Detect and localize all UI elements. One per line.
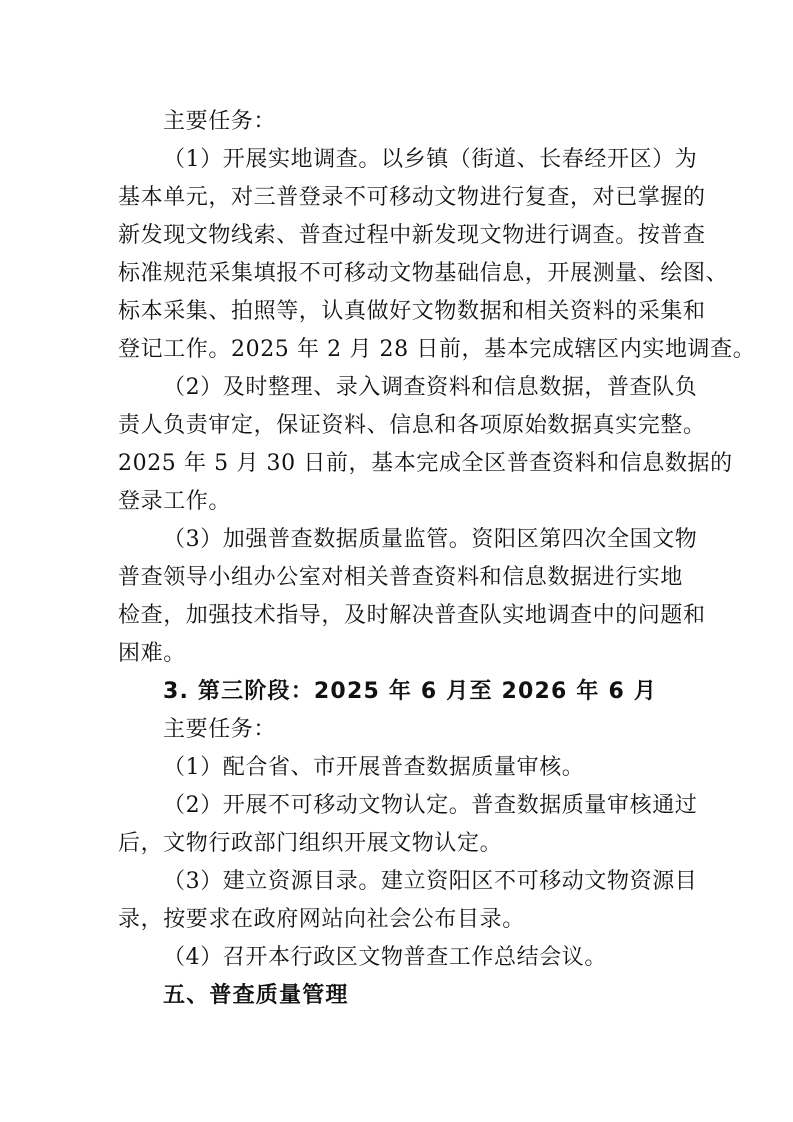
paragraph-line: （1）开展实地调查。以乡镇（街道、长春经开区）为: [163, 147, 698, 172]
paragraph-line: 录，按要求在政府网站向社会公布目录。: [118, 907, 525, 932]
paragraph-line: （2）及时整理、录入调查资料和信息数据，普查队负: [163, 375, 698, 400]
paragraph-line: 标准规范采集填报不可移动文物基础信息，开展测量、绘图、: [118, 261, 729, 286]
paragraph-line: 责人负责审定，保证资料、信息和各项原始数据真实完整。: [118, 413, 706, 438]
paragraph-line: （1）配合省、市开展普查数据质量审核。: [163, 755, 585, 780]
paragraph-line: （2）开展不可移动文物认定。普查数据质量审核通过: [163, 793, 698, 818]
paragraph-line: 困难。: [118, 641, 186, 666]
paragraph-line: （3）加强普查数据质量监管。资阳区第四次全国文物: [163, 527, 698, 552]
paragraph-line: 2025 年 5 月 30 日前，基本完成全区普查资料和信息数据的: [118, 451, 733, 476]
paragraph-line: 普查领导小组办公室对相关普查资料和信息数据进行实地: [118, 565, 684, 590]
paragraph-line: 新发现文物线索、普查过程中新发现文物进行调查。按普查: [118, 223, 706, 248]
tasks-label: 主要任务：: [163, 717, 277, 742]
paragraph-line: 标本采集、拍照等，认真做好文物数据和相关资料的采集和: [118, 299, 706, 324]
tasks-label: 主要任务：: [163, 109, 277, 134]
paragraph-line: 登录工作。: [118, 489, 232, 514]
paragraph-line: 检查，加强技术指导，及时解决普查队实地调查中的问题和: [118, 603, 706, 628]
paragraph-line: （3）建立资源目录。建立资阳区不可移动文物资源目: [163, 869, 698, 894]
paragraph-line: 登记工作。2025 年 2 月 28 日前，基本完成辖区内实地调查。: [118, 337, 756, 362]
stage-heading: 3. 第三阶段：2025 年 6 月至 2026 年 6 月: [163, 679, 658, 704]
paragraph-line: （4）召开本行政区文物普查工作总结会议。: [163, 945, 607, 970]
paragraph-line: 基本单元，对三普登录不可移动文物进行复查，对已掌握的: [118, 185, 706, 210]
section-heading: 五、普查质量管理: [163, 983, 349, 1008]
paragraph-line: 后，文物行政部门组织开展文物认定。: [118, 831, 503, 856]
